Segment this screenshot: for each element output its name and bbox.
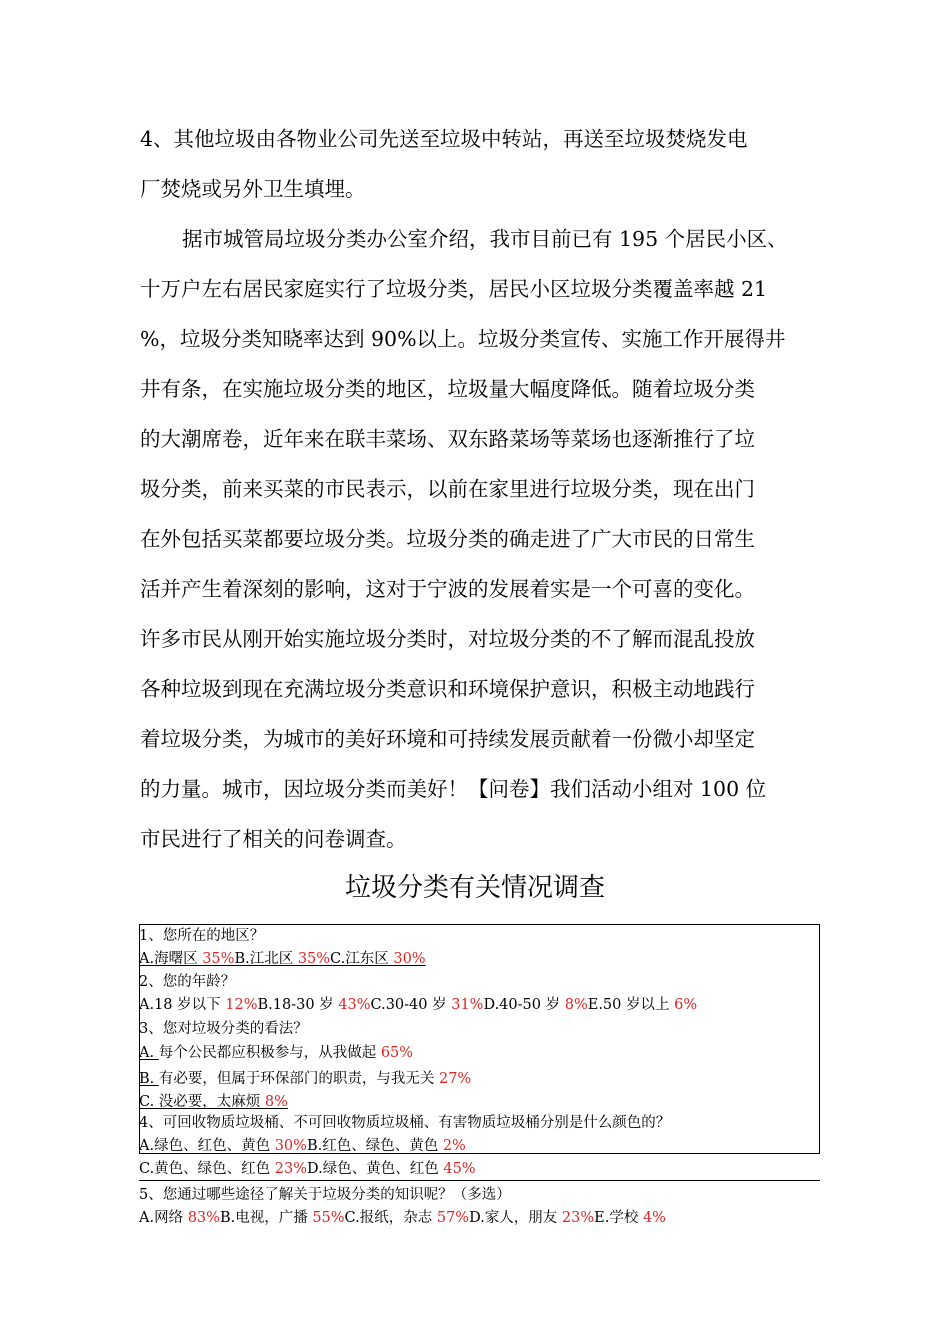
q2-answers xyxy=(139,994,697,1017)
q1-option-b: B.江北区 xyxy=(234,951,298,967)
q2-option-d: D.40-50 岁 xyxy=(483,997,565,1013)
divider xyxy=(139,1180,820,1181)
q1-pct-b: 35% xyxy=(297,951,331,967)
q1-pct-a: 35% xyxy=(202,951,235,967)
q2-option-a: A.18 岁以下 xyxy=(139,997,226,1013)
q1-question: 1、您所在的地区？ xyxy=(139,928,265,944)
q2-pct-b: 43% xyxy=(338,997,371,1013)
q4-pct-c: 23% xyxy=(274,1161,308,1177)
q5-option-d: D.家人，朋友 xyxy=(469,1210,562,1226)
text-line: 各种垃圾到现在充满垃圾分类意识和环境保护意识，积极主动地践行 xyxy=(140,677,755,701)
text-line: 活并产生着深刻的影响，这对于宁波的发展着实是一个可喜的变化。 xyxy=(140,577,755,601)
q4-option-c: C.黄色、绿色、红色 xyxy=(139,1161,275,1177)
body-text xyxy=(140,114,830,864)
q4-answers-1 xyxy=(139,1135,466,1158)
q5-option-a: A.网络 xyxy=(139,1210,188,1226)
q2-option-e: E.50 岁以上 xyxy=(587,997,675,1013)
text-line: 据市城管局垃圾分类办公室介绍，我市目前已有 195 个居民小区、 xyxy=(182,227,788,251)
q3-pct-b: 27% xyxy=(438,1071,472,1087)
q2-pct-c: 31% xyxy=(451,997,484,1013)
q3-pct-a: 65% xyxy=(380,1045,414,1061)
text-line: 着垃圾分类，为城市的美好环境和可持续发展贡献着一份微小却坚定 xyxy=(140,727,755,751)
q4-option-a: A.绿色、红色、黄色 xyxy=(139,1138,275,1154)
text-line: 的力量。城市，因垃圾分类而美好！【问卷】我们活动小组对 100 位 xyxy=(140,777,767,801)
q4-pct-d: 45% xyxy=(443,1161,476,1177)
q5-answers xyxy=(139,1207,666,1230)
text-line: %，垃圾分类知晓率达到 90%以上。垃圾分类宣传、实施工作开展得井 xyxy=(140,327,786,351)
q5-option-b: B.电视，广播 xyxy=(219,1210,313,1226)
q5-question: 5、您通过哪些途径了解关于垃圾分类的知识呢？（多选） xyxy=(139,1187,511,1203)
text-line: 井有条，在实施垃圾分类的地区，垃圾量大幅度降低。随着垃圾分类 xyxy=(140,377,755,401)
q3-option-b: 有必要，但属于环保部门的职责，与我无关 xyxy=(158,1071,439,1087)
q4-answers-2 xyxy=(139,1158,476,1181)
q1-pct-c: 30% xyxy=(393,951,426,967)
q4-question: 4、可回收物质垃圾桶、不可回收物质垃圾桶、有害物质垃圾桶分别是什么颜色的？ xyxy=(139,1115,671,1131)
q5-option-c: C.报纸，杂志 xyxy=(344,1210,437,1226)
text-line: 厂焚烧或另外卫生填埋。 xyxy=(140,177,366,201)
q5-pct-a: 83% xyxy=(187,1210,220,1226)
q3-option-c: 没必要，太麻烦 xyxy=(158,1094,265,1110)
text-line: 在外包括买菜都要垃圾分类。垃圾分类的确走进了广大市民的日常生 xyxy=(140,527,755,551)
text-line: 4、其他垃圾由各物业公司先送至垃圾中转站，再送至垃圾焚烧发电 xyxy=(140,127,748,151)
q3-answer-a xyxy=(139,1042,413,1065)
q5-pct-c: 57% xyxy=(436,1210,470,1226)
q4-option-d: D.绿色、黄色、红色 xyxy=(307,1161,444,1177)
q3-letter-a: A. xyxy=(139,1045,159,1061)
q1-answers xyxy=(139,948,426,971)
paragraph-item-4 xyxy=(140,114,830,214)
q3-answer-c xyxy=(139,1091,288,1114)
q1-option-c: C.江东区 xyxy=(330,951,394,967)
q5-pct-d: 23% xyxy=(561,1210,595,1226)
q5-option-e: E.学校 xyxy=(594,1210,643,1226)
survey-title: 垃圾分类有关情况调查 xyxy=(344,873,605,903)
q3-option-a: 每个公民都应积极参与，从我做起 xyxy=(158,1045,381,1061)
q5-pct-b: 55% xyxy=(312,1210,345,1226)
q2-question: 2、您的年龄？ xyxy=(139,974,236,990)
q3-answer-b xyxy=(139,1068,471,1091)
text-line: 的大潮席卷，近年来在联丰菜场、双东路菜场等菜场也逐渐推行了垃 xyxy=(140,427,755,451)
q4-pct-b: 2% xyxy=(442,1138,466,1154)
q2-option-b: B.18-30 岁 xyxy=(257,997,339,1013)
q3-question: 3、您对垃圾分类的看法？ xyxy=(139,1021,308,1037)
q2-pct-a: 12% xyxy=(225,997,258,1013)
q5-pct-e: 4% xyxy=(642,1210,666,1226)
q3-pct-c: 8% xyxy=(264,1094,288,1110)
q4-option-b: B.红色、绿色、黄色 xyxy=(306,1138,443,1154)
text-line: 许多市民从刚开始实施垃圾分类时，对垃圾分类的不了解而混乱投放 xyxy=(140,627,755,651)
q3-letter-c: C. xyxy=(139,1094,159,1110)
text-line: 十万户左右居民家庭实行了垃圾分类，居民小区垃圾分类覆盖率越 21 xyxy=(140,277,768,301)
paragraph-intro xyxy=(140,214,830,864)
text-line: 市民进行了相关的问卷调查。 xyxy=(140,827,407,851)
q1-option-a: A.海曙区 xyxy=(139,951,203,967)
text-line: 圾分类，前来买菜的市民表示，以前在家里进行垃圾分类，现在出门 xyxy=(140,477,755,501)
q3-letter-b: B. xyxy=(139,1071,159,1087)
q2-pct-e: 6% xyxy=(674,997,698,1013)
q2-option-c: C.30-40 岁 xyxy=(370,997,452,1013)
q2-pct-d: 8% xyxy=(564,997,588,1013)
q4-pct-a: 30% xyxy=(274,1138,307,1154)
